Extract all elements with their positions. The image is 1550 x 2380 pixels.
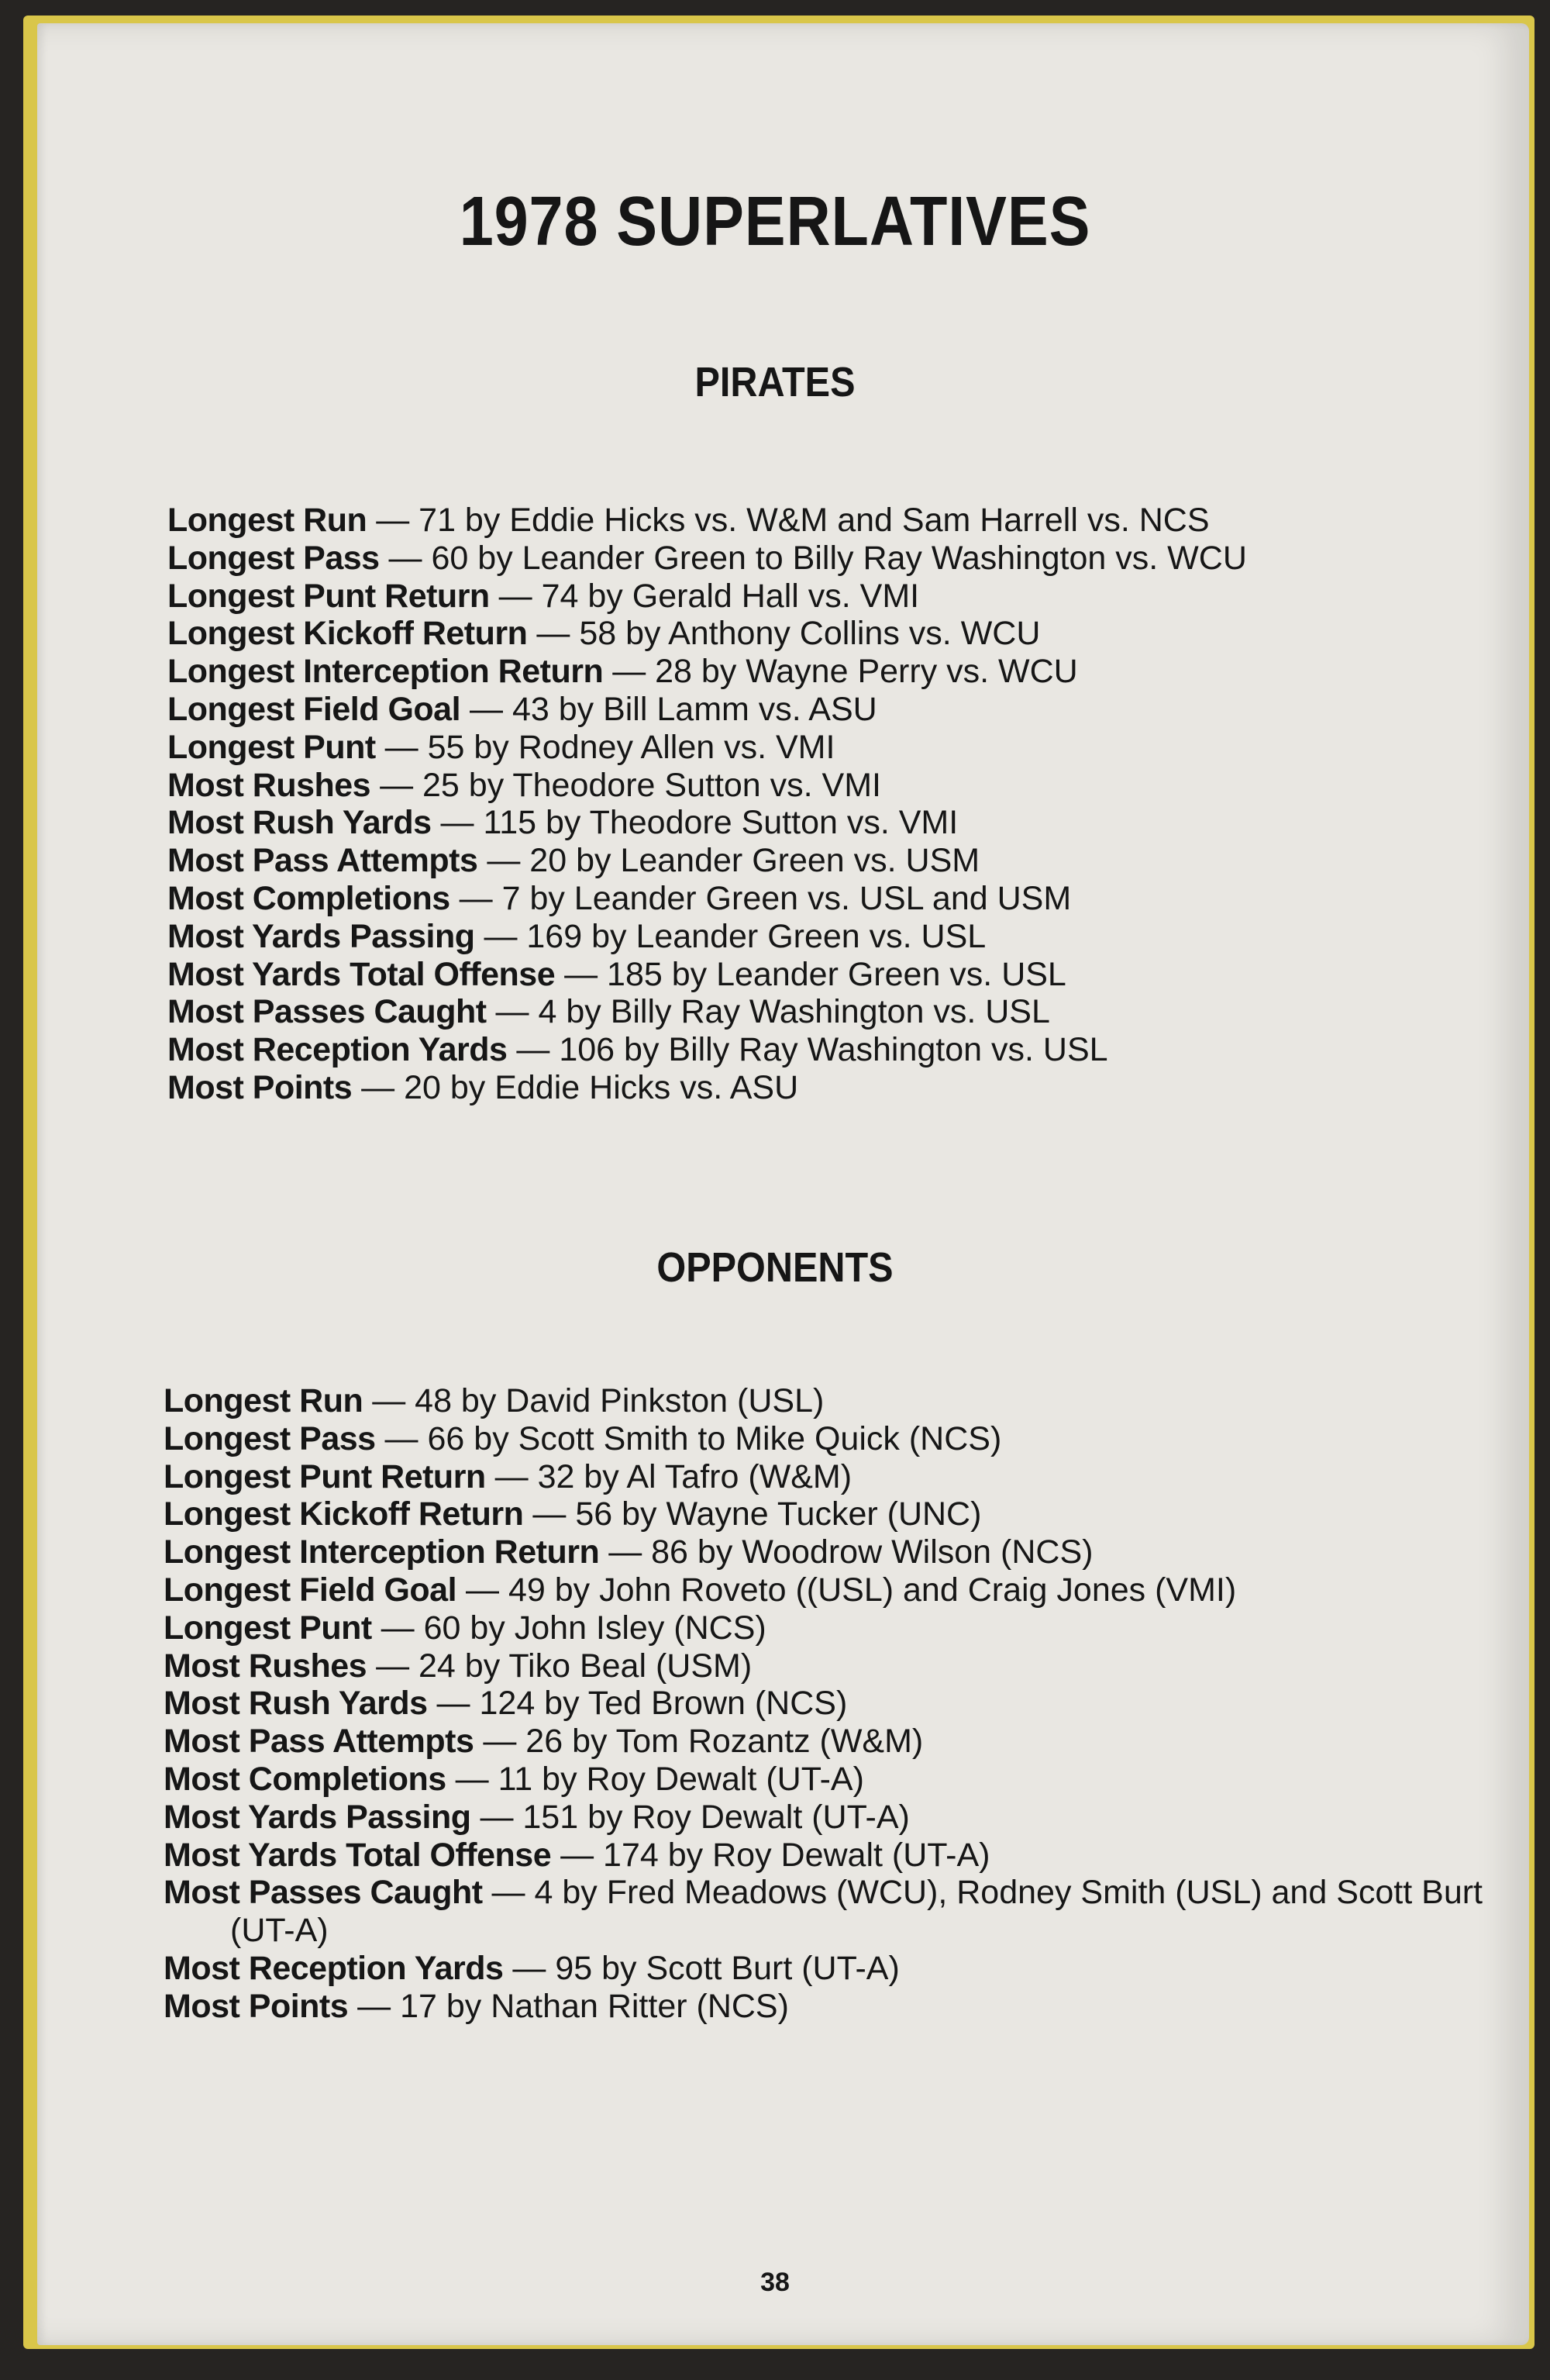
record-category: Longest Interception Return [167, 653, 604, 691]
pirates-record [167, 767, 1485, 805]
record-value: 55 by Rodney Allen vs. VMI [427, 728, 835, 766]
record-category: Most Reception Yards [167, 1031, 508, 1069]
opponents-record [164, 1685, 1481, 1723]
record-category: Longest Punt Return [164, 1457, 486, 1495]
record-dash: — [372, 1382, 406, 1419]
record-value: 4 by Billy Ray Washington vs. USL [538, 993, 1050, 1031]
record-category: Most Pass Attempts [164, 1723, 474, 1761]
record-dash: — [440, 804, 474, 842]
opponents-record [164, 1761, 1481, 1799]
record-category: Longest Run [167, 502, 367, 539]
record-value: 56 by Wayne Tucker (UNC) [575, 1495, 982, 1533]
record-dash: — [459, 879, 493, 917]
record-dash: — [376, 502, 410, 539]
record-category: Longest Punt [167, 728, 376, 766]
record-category: Most Yards Total Offense [167, 955, 556, 993]
record-dash: — [612, 653, 646, 691]
record-dash: — [487, 842, 521, 880]
record-dash: — [384, 728, 418, 766]
document-page [37, 23, 1529, 2345]
record-category: Most Completions [167, 879, 450, 917]
record-dash: — [361, 1068, 395, 1106]
record-dash: — [436, 1685, 470, 1723]
record-dash: — [384, 1419, 418, 1457]
record-category: Most Completions [164, 1760, 446, 1798]
opponents-record [164, 1950, 1481, 1988]
pirates-record [167, 993, 1485, 1031]
record-dash: — [560, 1836, 594, 1874]
record-value: 7 by Leander Green vs. USL and USM [501, 879, 1072, 917]
record-dash: — [381, 1609, 415, 1647]
record-value: 58 by Anthony Collins vs. WCU [579, 615, 1041, 653]
opponents-record [164, 1723, 1481, 1761]
opponents-heading: OPPONENTS [656, 1244, 894, 1291]
opponents-record [164, 1495, 1481, 1533]
opponents-record [164, 1647, 1481, 1685]
record-value: 151 by Roy Dewalt (UT-A) [522, 1798, 910, 1836]
record-category: Longest Punt [164, 1609, 372, 1647]
opponents-record [164, 1382, 1481, 1420]
record-value: 26 by Tom Rozantz (W&M) [525, 1723, 924, 1761]
record-value: 185 by Leander Green vs. USL [607, 955, 1066, 993]
page-number: 38 [760, 2268, 790, 2297]
record-value: 71 by Eddie Hicks vs. W&M and Sam Harrell vs. NCS [418, 502, 1210, 539]
page-title: 1978 SUPERLATIVES [459, 183, 1091, 260]
record-dash: — [465, 1571, 499, 1609]
pirates-record [167, 540, 1485, 578]
record-dash: — [484, 917, 518, 955]
record-category: Most Rush Yards [167, 804, 432, 842]
record-category: Most Yards Passing [167, 917, 475, 955]
record-dash: — [357, 1987, 391, 2025]
record-category: Most Yards Passing [164, 1798, 471, 1836]
record-value: 74 by Gerald Hall vs. VMI [541, 577, 920, 615]
record-category: Most Points [167, 1068, 353, 1106]
record-value: 60 by John Isley (NCS) [423, 1609, 766, 1647]
record-dash: — [536, 615, 570, 653]
record-value: 124 by Ted Brown (NCS) [479, 1685, 848, 1723]
record-dash: — [480, 1798, 514, 1836]
pirates-record [167, 804, 1485, 842]
record-category: Most Pass Attempts [167, 842, 478, 880]
opponents-record [164, 1874, 1517, 1950]
record-dash: — [483, 1723, 517, 1761]
record-value: 32 by Al Tafro (W&M) [537, 1457, 852, 1495]
record-value: 60 by Leander Green to Billy Ray Washington vs. WCU [431, 539, 1247, 577]
opponents-record [164, 1609, 1481, 1647]
pirates-record [167, 691, 1485, 729]
record-category: Longest Kickoff Return [167, 615, 528, 653]
record-category: Most Rushes [164, 1647, 367, 1685]
pirates-record [167, 729, 1485, 767]
record-category: Longest Kickoff Return [164, 1495, 524, 1533]
record-value: 106 by Billy Ray Washington vs. USL [559, 1031, 1108, 1069]
record-value: 48 by David Pinkston (USL) [415, 1382, 825, 1419]
record-dash: — [491, 1874, 525, 1912]
record-category: Longest Punt Return [167, 577, 490, 615]
record-dash: — [498, 577, 532, 615]
pirates-records-list [167, 502, 1485, 1107]
opponents-record [164, 1988, 1481, 2026]
record-category: Longest Field Goal [167, 690, 461, 728]
record-category: Most Passes Caught [167, 993, 487, 1031]
record-dash: — [512, 1949, 546, 1987]
record-dash: — [469, 690, 503, 728]
record-dash: — [376, 1647, 410, 1685]
record-value: 17 by Nathan Ritter (NCS) [400, 1987, 789, 2025]
record-value: 20 by Leander Green vs. USM [529, 842, 980, 880]
pirates-record [167, 918, 1485, 956]
pirates-record [167, 615, 1485, 653]
pirates-record [167, 880, 1485, 918]
record-category: Most Passes Caught [164, 1874, 483, 1912]
record-value: 4 by Fred Meadows (WCU), Rodney Smith (USL) and Scott Burt (UT-A) [230, 1874, 1483, 1950]
record-category: Longest Run [164, 1382, 363, 1419]
record-dash: — [380, 766, 414, 804]
pirates-record [167, 502, 1485, 540]
record-dash: — [608, 1533, 642, 1571]
pirates-record [167, 578, 1485, 616]
opponents-record [164, 1533, 1481, 1571]
record-dash: — [494, 1457, 529, 1495]
record-value: 49 by John Roveto ((USL) and Craig Jones (VMI) [508, 1571, 1237, 1609]
record-category: Most Reception Yards [164, 1949, 504, 1987]
pirates-record [167, 1031, 1485, 1069]
pirates-record [167, 1069, 1485, 1107]
record-value: 20 by Eddie Hicks vs. ASU [404, 1068, 799, 1106]
record-value: 11 by Roy Dewalt (UT-A) [498, 1760, 864, 1798]
opponents-record [164, 1458, 1481, 1496]
record-value: 95 by Scott Burt (UT-A) [555, 1949, 900, 1987]
record-category: Longest Pass [164, 1419, 376, 1457]
record-category: Longest Field Goal [164, 1571, 457, 1609]
pirates-heading: PIRATES [694, 359, 856, 405]
record-dash: — [455, 1760, 489, 1798]
opponents-record [164, 1799, 1481, 1837]
record-category: Longest Pass [167, 539, 380, 577]
pirates-record [167, 956, 1485, 994]
record-value: 86 by Woodrow Wilson (NCS) [651, 1533, 1094, 1571]
record-value: 115 by Theodore Sutton vs. VMI [483, 804, 959, 842]
record-dash: — [388, 539, 422, 577]
record-value: 174 by Roy Dewalt (UT-A) [603, 1836, 990, 1874]
opponents-record [164, 1837, 1481, 1875]
record-category: Most Rush Yards [164, 1685, 428, 1723]
opponents-record [164, 1420, 1481, 1458]
record-dash: — [516, 1031, 550, 1069]
record-value: 25 by Theodore Sutton vs. VMI [422, 766, 882, 804]
record-category: Longest Interception Return [164, 1533, 600, 1571]
record-category: Most Points [164, 1987, 349, 2025]
record-value: 66 by Scott Smith to Mike Quick (NCS) [427, 1419, 1002, 1457]
record-value: 28 by Wayne Perry vs. WCU [655, 653, 1078, 691]
record-dash: — [495, 993, 529, 1031]
pirates-record [167, 653, 1485, 691]
record-category: Most Rushes [167, 766, 371, 804]
pirates-record [167, 842, 1485, 880]
record-value: 169 by Leander Green vs. USL [526, 917, 987, 955]
record-value: 24 by Tiko Beal (USM) [418, 1647, 753, 1685]
opponents-records-list [164, 1382, 1481, 2026]
record-value: 43 by Bill Lamm vs. ASU [512, 690, 877, 728]
record-category: Most Yards Total Offense [164, 1836, 552, 1874]
record-dash: — [564, 955, 598, 993]
record-dash: — [532, 1495, 567, 1533]
opponents-record [164, 1571, 1481, 1609]
